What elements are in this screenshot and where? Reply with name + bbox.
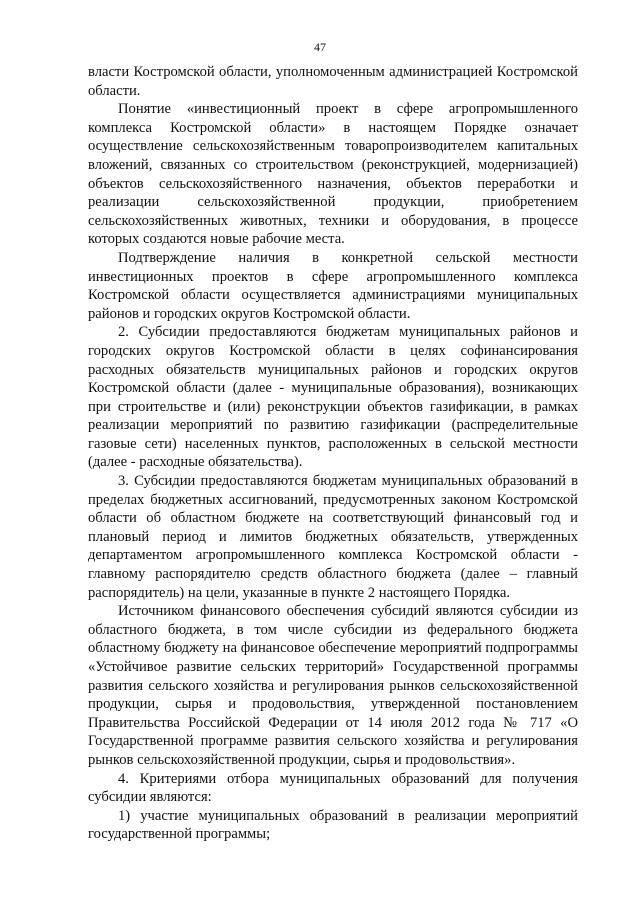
paragraph: 1) участие муниципальных образований в реализации мероприятий государственной программы; bbox=[88, 807, 578, 843]
paragraph: Понятие «инвестиционный проект в сфере агропромышленного комплекса Костромской области» в настоящем Порядке означает осуществление сельскохозяйственным товаропроизводителем капитальных вложений, связанных со строительством (реконструкцией, модернизацией) объектов сельскохозяйственного назначения, объектов переработки и реализации сельскохозяйственной продукции, приобретением сельскохозяйственных животных, техники и оборудования, в процессе которых создаются новые рабочие места. bbox=[88, 101, 578, 248]
paragraph: 2. Субсидии предоставляются бюджетам муниципальных районов и городских округов Костромской области в целях софинансирования расходных обязательств муниципальных районов и городских округов Костромской области (далее - муниципальные образования), возникающих при строительстве и (или) реконструкции объектов газификации, в рамках реализации мероприятий по развитию газификации (распределительные газовые сети) населенных пунктов, расположенных в сельской местности (далее - расходные обязательства). bbox=[88, 324, 578, 471]
paragraph: Подтверждение наличия в конкретной сельской местности инвестиционных проектов в сфере агропромышленного комплекса Костромской области осуществляется администрациями муниципальных районов и городских округов Костромской области. bbox=[88, 249, 578, 322]
document-body bbox=[88, 63, 578, 844]
page-number: 47 bbox=[314, 40, 326, 54]
paragraph: власти Костромской области, уполномоченным администрацией Костромской области. bbox=[88, 64, 578, 99]
paragraph: Источником финансового обеспечения субсидий являются субсидии из областного бюджета, в том числе субсидии из федерального бюджета областному бюджету на финансовое обеспечение мероприятий подпрограммы «Устойчивое развитие сельских территорий» Государственной программы развития сельского хозяйства и регулирования рынков сельскохозяйственной продукции, сырья и продовольствия, утвержденной постановлением Правительства Российской Федерации от 14 июля 2012 года № 717 «О Государственной программе развития сельского хозяйства и регулирования рынков сельскохозяйственной продукции, сырья и продовольствия». bbox=[88, 603, 578, 768]
paragraph: 4. Критериями отбора муниципальных образований для получения субсидии являются: bbox=[88, 770, 578, 806]
paragraph: 3. Субсидии предоставляются бюджетам муниципальных образований в пределах бюджетных ассигнований, предусмотренных законом Костромской области об областном бюджете на соответствующий финансовый год и плановый период и лимитов бюджетных обязательств, утвержденных департаментом агропромышленного комплекса Костромской области - главному распорядителю средств областного бюджета (далее – главный распорядитель) на цели, указанные в пункте 2 настоящего Порядка. bbox=[88, 473, 578, 601]
